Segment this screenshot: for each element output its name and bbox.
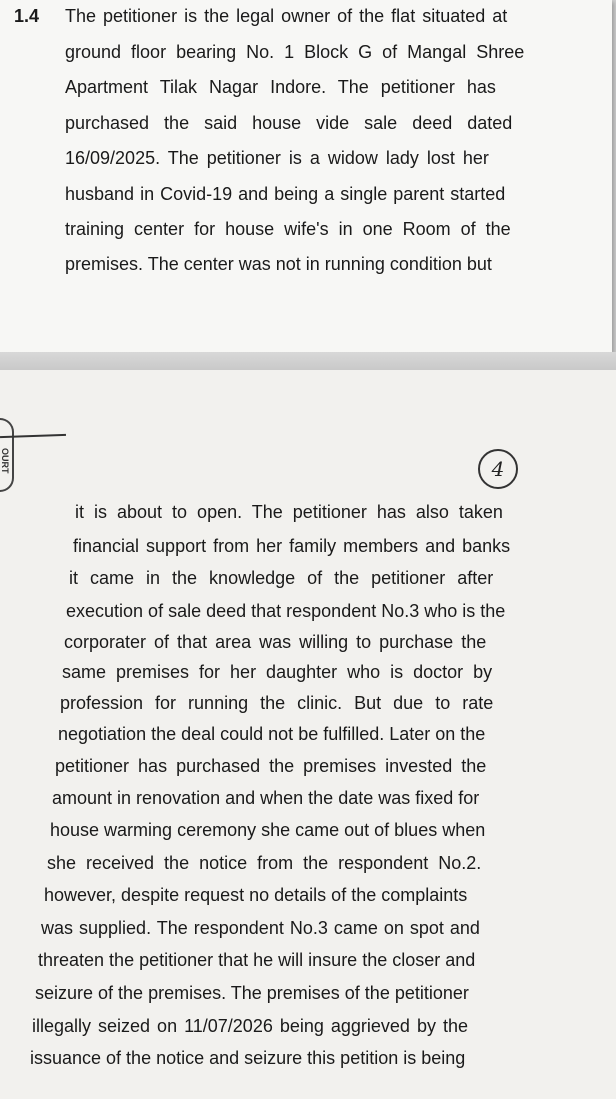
text-line: purchased the said house vide sale deed dated <box>65 113 513 133</box>
text-line: 16/09/2025. The petitioner is a widow lady lost her <box>65 148 489 168</box>
text-line: house warming ceremony she came out of blues when <box>50 820 486 840</box>
text-line: petitioner has purchased the premises invested the <box>55 756 487 776</box>
document-page-1 <box>0 0 612 352</box>
text-line: premises. The center was not in running condition but <box>65 254 492 274</box>
paragraph-number: 1.4 <box>14 6 40 26</box>
text-line: The petitioner is the legal owner of the flat situated at <box>65 6 508 26</box>
page-gap <box>0 352 616 370</box>
text-line: financial support from her family members and banks <box>73 536 511 556</box>
text-line: ground floor bearing No. 1 Block G of Mangal Shree <box>65 42 525 62</box>
text-line: husband in Covid-19 and being a single parent started <box>65 184 506 204</box>
text-line: issuance of the notice and seizure this petition is being <box>30 1048 466 1068</box>
text-line: same premises for her daughter who is doctor by <box>62 662 493 682</box>
text-line: Apartment Tilak Nagar Indore. The petitioner has <box>65 77 496 97</box>
text-line: however, despite request no details of the complaints <box>44 885 468 905</box>
text-line: execution of sale deed that respondent No.3 who is the <box>66 601 506 621</box>
text-line: corporater of that area was willing to purchase the <box>64 632 487 652</box>
text-line: negotiation the deal could not be fulfilled. Later on the <box>58 724 486 744</box>
text-line: she received the notice from the respondent No.2. <box>47 853 482 873</box>
text-line: seizure of the premises. The premises of the petitioner <box>35 983 469 1003</box>
text-line: it is about to open. The petitioner has also taken <box>75 502 503 522</box>
page-number-mark: 4 <box>478 449 518 489</box>
text-line: training center for house wife's in one Room of the <box>65 219 511 239</box>
text-line: it came in the knowledge of the petitioner after <box>69 568 494 588</box>
text-line: threaten the petitioner that he will insure the closer and <box>38 950 476 970</box>
court-stamp-text: OURT <box>0 448 10 474</box>
text-line: illegally seized on 11/07/2026 being aggrieved by the <box>32 1016 468 1036</box>
text-line: amount in renovation and when the date was fixed for <box>52 788 480 808</box>
text-line: profession for running the clinic. But due to rate <box>60 693 494 713</box>
text-line: was supplied. The respondent No.3 came on spot and <box>41 918 480 938</box>
